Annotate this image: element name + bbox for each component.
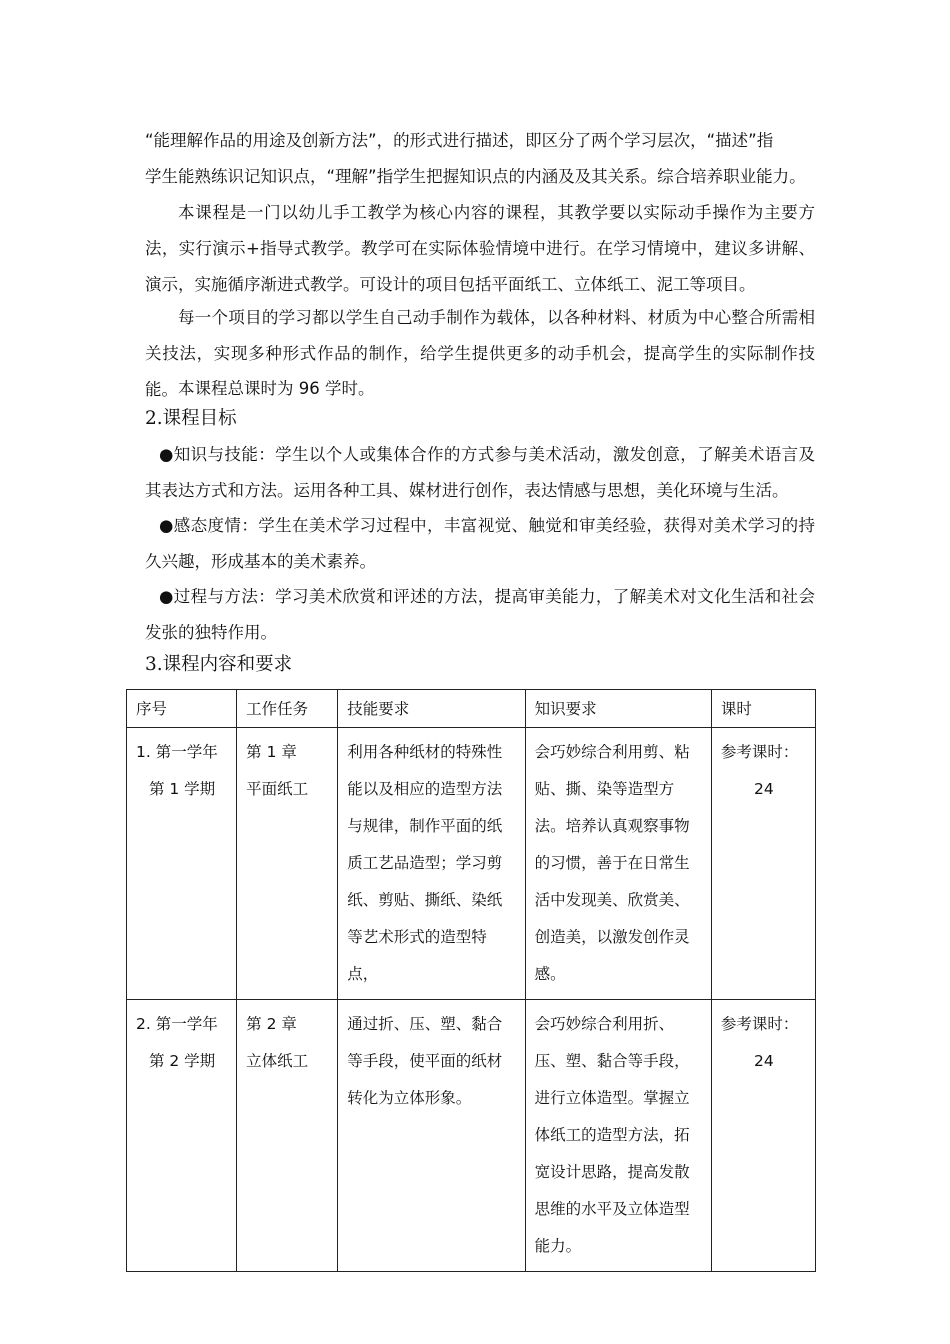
table-row	[127, 728, 816, 1000]
hours-value: 24	[754, 1052, 774, 1070]
intro-paragraph-1	[145, 123, 815, 195]
intro-paragraph-2: 本课程是一门以幼儿手工教学为核心内容的课程，其教学要以实际动手操作为主要方法，实行演示+指导式教学。教学可在实际体验情境中进行。在学习情境中，建议多讲解、演示，实施循序渐进式教学。可设计的项目包括平面纸工、立体纸工、泥工等项目。	[145, 203, 815, 294]
cell-hours	[711, 1000, 815, 1272]
intro-paragraph-3: 每一个项目的学习都以学生自己动手制作为载体，以各种材料、材质为中心整合所需相关技法，实现多种形式作品的制作，给学生提供更多的动手机会，提高学生的实际制作技能。	[145, 308, 815, 399]
intro-paragraph-1-line-2: 学生能熟练识记知识点，“理解”指学生把握知识点的内涵及及其关系。综合培养职业能力。	[145, 167, 806, 186]
cell-hours	[711, 728, 815, 1000]
header-skill: 技能要求	[338, 690, 525, 728]
intro-paragraph-4: 本课程总课时为 96 学时。	[178, 379, 375, 398]
cell-skill: 通过折、压、塑、黏合等手段，使平面的纸材转化为立体形象。	[338, 1000, 525, 1272]
goal-attitude	[145, 508, 815, 580]
intro-paragraph-1-line-1: “能理解作品的用途及创新方法”，的形式进行描述，即区分了两个学习层次，“描述”指	[145, 131, 774, 150]
section-2-heading: 2.课程目标	[145, 408, 237, 429]
header-knowledge: 知识要求	[525, 690, 711, 728]
hours-label: 参考课时：	[720, 743, 799, 761]
cell-knowledge: 会巧妙综合利用剪、粘贴、撕、染等造型方法。培养认真观察事物的习惯，善于在日常生活中发现美、欣赏美、创造美，以激发创作灵感。	[525, 728, 711, 1000]
cell-seq	[127, 1000, 237, 1272]
task-line-2: 立体纸工	[246, 1052, 309, 1070]
goal-2-key: ●感态度情：	[159, 516, 259, 535]
hours-value: 24	[754, 780, 774, 798]
header-seq: 序号	[127, 690, 237, 728]
seq-line-1: 1. 第一学年	[136, 743, 218, 761]
header-hours: 课时	[711, 690, 815, 728]
cell-skill: 利用各种纸材的特殊性能以及相应的造型方法与规律，制作平面的纸质工艺品造型；学习剪纸、剪贴、撕纸、染纸等艺术形式的造型特点，	[338, 728, 525, 1000]
goal-3-key: ●过程与方法：	[159, 587, 276, 606]
section-3-heading: 3.课程内容和要求	[145, 654, 293, 675]
seq-line-1: 2. 第一学年	[136, 1015, 218, 1033]
table-header-row	[127, 690, 816, 728]
goal-knowledge-skills	[145, 437, 815, 509]
goal-1-text: 学生以个人或集体合作的方式参与美术活动，激发创意，了解美术语言及其表达方式和方法。运用各种工具、媒材进行创作，表达情感与思想，美化环境与生活。	[145, 445, 815, 500]
goal-3-text: 学习美术欣赏和评述的方法，提高审美能力，了解美术对文化生活和社会发张的独特作用。	[145, 587, 815, 642]
cell-knowledge: 会巧妙综合利用折、压、塑、黏合等手段，进行立体造型。掌握立体纸工的造型方法，拓宽设计思路，提高发散思维的水平及立体造型能力。	[525, 1000, 711, 1272]
cell-task	[237, 728, 338, 1000]
task-line-2: 平面纸工	[246, 780, 309, 798]
seq-line-2: 第 2 学期	[148, 1052, 216, 1070]
cell-task	[237, 1000, 338, 1272]
table-row	[127, 1000, 816, 1272]
goal-process-method	[145, 579, 815, 651]
course-content-table	[126, 689, 816, 1272]
hours-label: 参考课时：	[720, 1015, 799, 1033]
goal-2-text: 学生在美术学习过程中，丰富视觉、触觉和审美经验，获得对美术学习的持久兴趣，形成基本的美术素养。	[145, 516, 815, 571]
seq-line-2: 第 1 学期	[148, 780, 216, 798]
header-task: 工作任务	[237, 690, 338, 728]
task-line-1: 第 2 章	[246, 1015, 297, 1033]
task-line-1: 第 1 章	[246, 743, 297, 761]
cell-seq	[127, 728, 237, 1000]
goal-1-key: ●知识与技能：	[159, 445, 276, 464]
